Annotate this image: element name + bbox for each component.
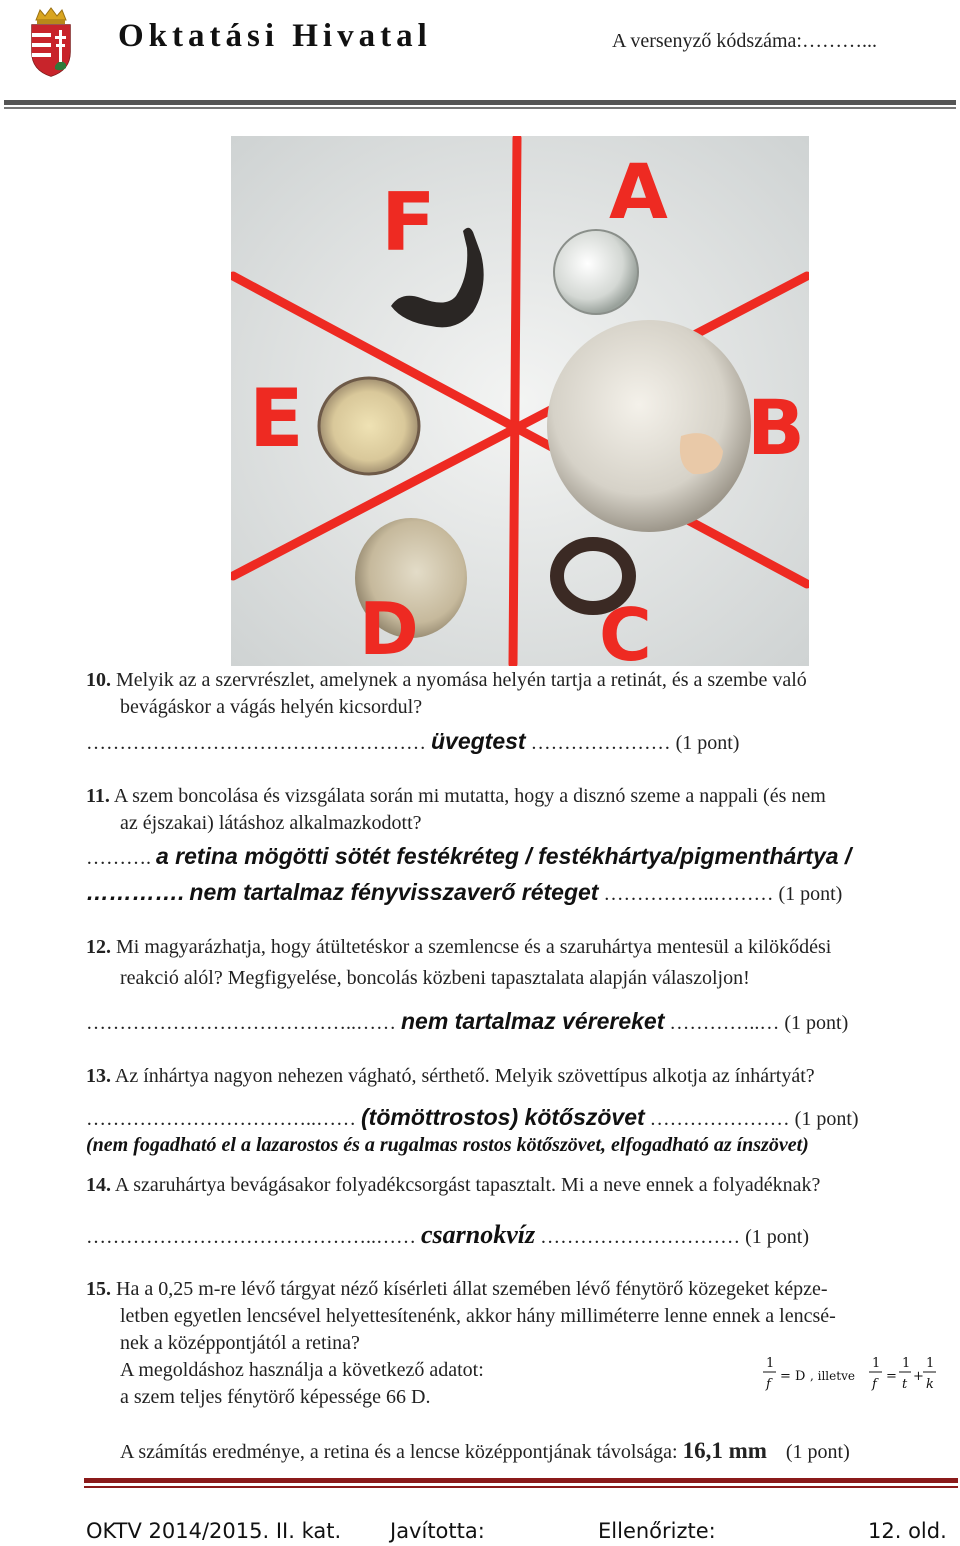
header-rule-thick xyxy=(4,100,956,105)
answer-text: nem tartalmaz fényvisszaverő réteget xyxy=(189,879,599,905)
answer-line-10 xyxy=(86,728,739,755)
answer-dots: ………………… xyxy=(649,1108,790,1130)
formula-one: 1 xyxy=(872,1356,881,1371)
answer-line-12 xyxy=(86,1008,848,1035)
footer-exam: OKTV 2014/2015. II. kat. xyxy=(86,1519,342,1543)
dissected-eye-photo xyxy=(231,136,809,666)
formula-one: 1 xyxy=(902,1356,911,1371)
formula-illetve: , illetve xyxy=(810,1369,855,1383)
points-label: (1 pont) xyxy=(794,1108,859,1130)
question-12 xyxy=(86,934,946,992)
formula-k: k xyxy=(926,1377,934,1392)
points-label: (1 pont) xyxy=(745,1226,810,1248)
label-b: B xyxy=(747,383,805,472)
answer-text: (tömöttrostos) kötőszövet xyxy=(361,1104,645,1130)
question-text: nek a középpontjától a retina? xyxy=(120,1332,360,1354)
label-a: A xyxy=(609,147,668,236)
points-label: (1 pont) xyxy=(675,732,740,754)
answer-line-13 xyxy=(86,1104,859,1131)
question-10 xyxy=(86,667,946,721)
formula-f: f xyxy=(872,1377,877,1392)
answer-dots: …………..… xyxy=(669,1012,780,1034)
footer-corrected-by: Javította: xyxy=(390,1519,485,1543)
footer-page-number: 12. old. xyxy=(868,1519,947,1543)
answer-line-11a xyxy=(86,843,851,870)
label-c: C xyxy=(599,593,652,666)
label-d: D xyxy=(359,587,419,666)
question-13 xyxy=(86,1063,946,1090)
formula-one: 1 xyxy=(926,1356,935,1371)
formula-equals-d: = D xyxy=(780,1369,806,1384)
question-number: 12. xyxy=(86,936,111,958)
answer-dots: …………………………………..…… xyxy=(86,1012,396,1034)
competitor-code-label: A versenyző kódszáma:………... xyxy=(612,30,877,52)
answer-dots: ………. xyxy=(86,847,151,869)
answer-dots: ………………… xyxy=(530,732,671,754)
result-line xyxy=(120,1438,850,1464)
points-label: (1 pont) xyxy=(784,1012,849,1034)
answer-dots: ……………………………..…… xyxy=(86,1108,356,1130)
answer-dots: ……………………………………..…… xyxy=(86,1226,416,1248)
question-text: az éjszakai) látáshoz alkalmazkodott? xyxy=(120,812,422,834)
question-number: 13. xyxy=(86,1065,111,1087)
points-label: (1 pont) xyxy=(785,1441,850,1463)
question-number: 14. xyxy=(86,1174,111,1196)
formula-plus: + xyxy=(913,1369,924,1384)
question-text: bevágáskor a vágás helyén kicsordul? xyxy=(120,696,423,718)
answer-text: üvegtest xyxy=(431,728,526,754)
question-text: letben egyetlen lencsével helyettesítenénk, akkor hány milliméterre lenne ennek a lencsé- xyxy=(120,1305,836,1327)
formula-f: f xyxy=(766,1377,771,1392)
question-text: A szaruhártya bevágásakor folyadékcsorgást tapasztalt. Mi a neve ennek a folyadéknak? xyxy=(114,1174,821,1196)
question-text: Mi magyarázhatja, hogy átültetéskor a szemlencse és a szaruhártya mentesül a kilökődési xyxy=(116,936,832,958)
points-label: (1 pont) xyxy=(778,883,843,905)
footer-checked-by: Ellenőrizte: xyxy=(598,1519,716,1543)
question-text: reakció alól? Megfigyelése, boncolás közbeni tapasztalata alapján válaszoljon! xyxy=(120,967,750,989)
question-number: 10. xyxy=(86,669,111,691)
formula-one: 1 xyxy=(766,1356,775,1371)
answer-text: a retina mögötti sötét festékréteg / festékhártya/pigmenthártya / xyxy=(156,843,852,869)
result-label: A számítás eredménye, a retina és a lencse középpontjának távolsága: xyxy=(120,1441,678,1463)
lens-formula xyxy=(760,1352,940,1400)
footer-rule-thin xyxy=(84,1486,958,1488)
answer-text: nem tartalmaz vérereket xyxy=(401,1008,665,1034)
footer-rule-thick xyxy=(84,1478,958,1483)
question-number: 15. xyxy=(86,1278,111,1300)
question-text: Ha a 0,25 m-re lévő tárgyat néző kísérleti állat szemében lévő fénytörő közegeket képze- xyxy=(116,1278,828,1300)
coat-of-arms-icon xyxy=(28,6,74,78)
header-rule-thin xyxy=(4,107,956,109)
formula-equals: = xyxy=(886,1369,897,1384)
label-e: E xyxy=(249,372,304,465)
answer-line-11b xyxy=(86,879,842,906)
grading-note: (nem fogadható el a lazarostos és a rugalmas rostos kötőszövet, elfogadható az ínszövet) xyxy=(86,1134,809,1156)
question-text: Melyik az a szervrészlet, amelynek a nyomása helyén tartja a retinát, és a szembe való xyxy=(116,669,807,691)
answer-dots: …………………………………………… xyxy=(86,732,426,754)
result-value: 16,1 mm xyxy=(682,1438,767,1463)
question-number: 11. xyxy=(86,785,110,807)
answer-line-14 xyxy=(86,1220,809,1250)
organization-name: Oktatási Hivatal xyxy=(118,18,432,54)
label-f: F xyxy=(381,176,436,269)
answer-text: csarnokvíz xyxy=(421,1220,536,1249)
formula-t: t xyxy=(902,1377,908,1392)
answer-dots: ……………..……… xyxy=(603,883,774,905)
question-14 xyxy=(86,1172,946,1199)
question-text: A szem boncolása és vizsgálata során mi mutatta, hogy a disznó szeme a nappali (és nem xyxy=(113,785,826,807)
question-11 xyxy=(86,783,946,837)
question-text: Az ínhártya nagyon nehezen vágható, sérthető. Melyik szövettípus alkotja az ínhártyát? xyxy=(114,1065,815,1087)
question-text: a szem teljes fénytörő képessége 66 D. xyxy=(120,1386,431,1408)
question-text: A megoldáshoz használja a következő adatot: xyxy=(120,1359,484,1381)
answer-dots: …………. xyxy=(86,879,185,905)
answer-dots: ………………………… xyxy=(540,1226,741,1248)
